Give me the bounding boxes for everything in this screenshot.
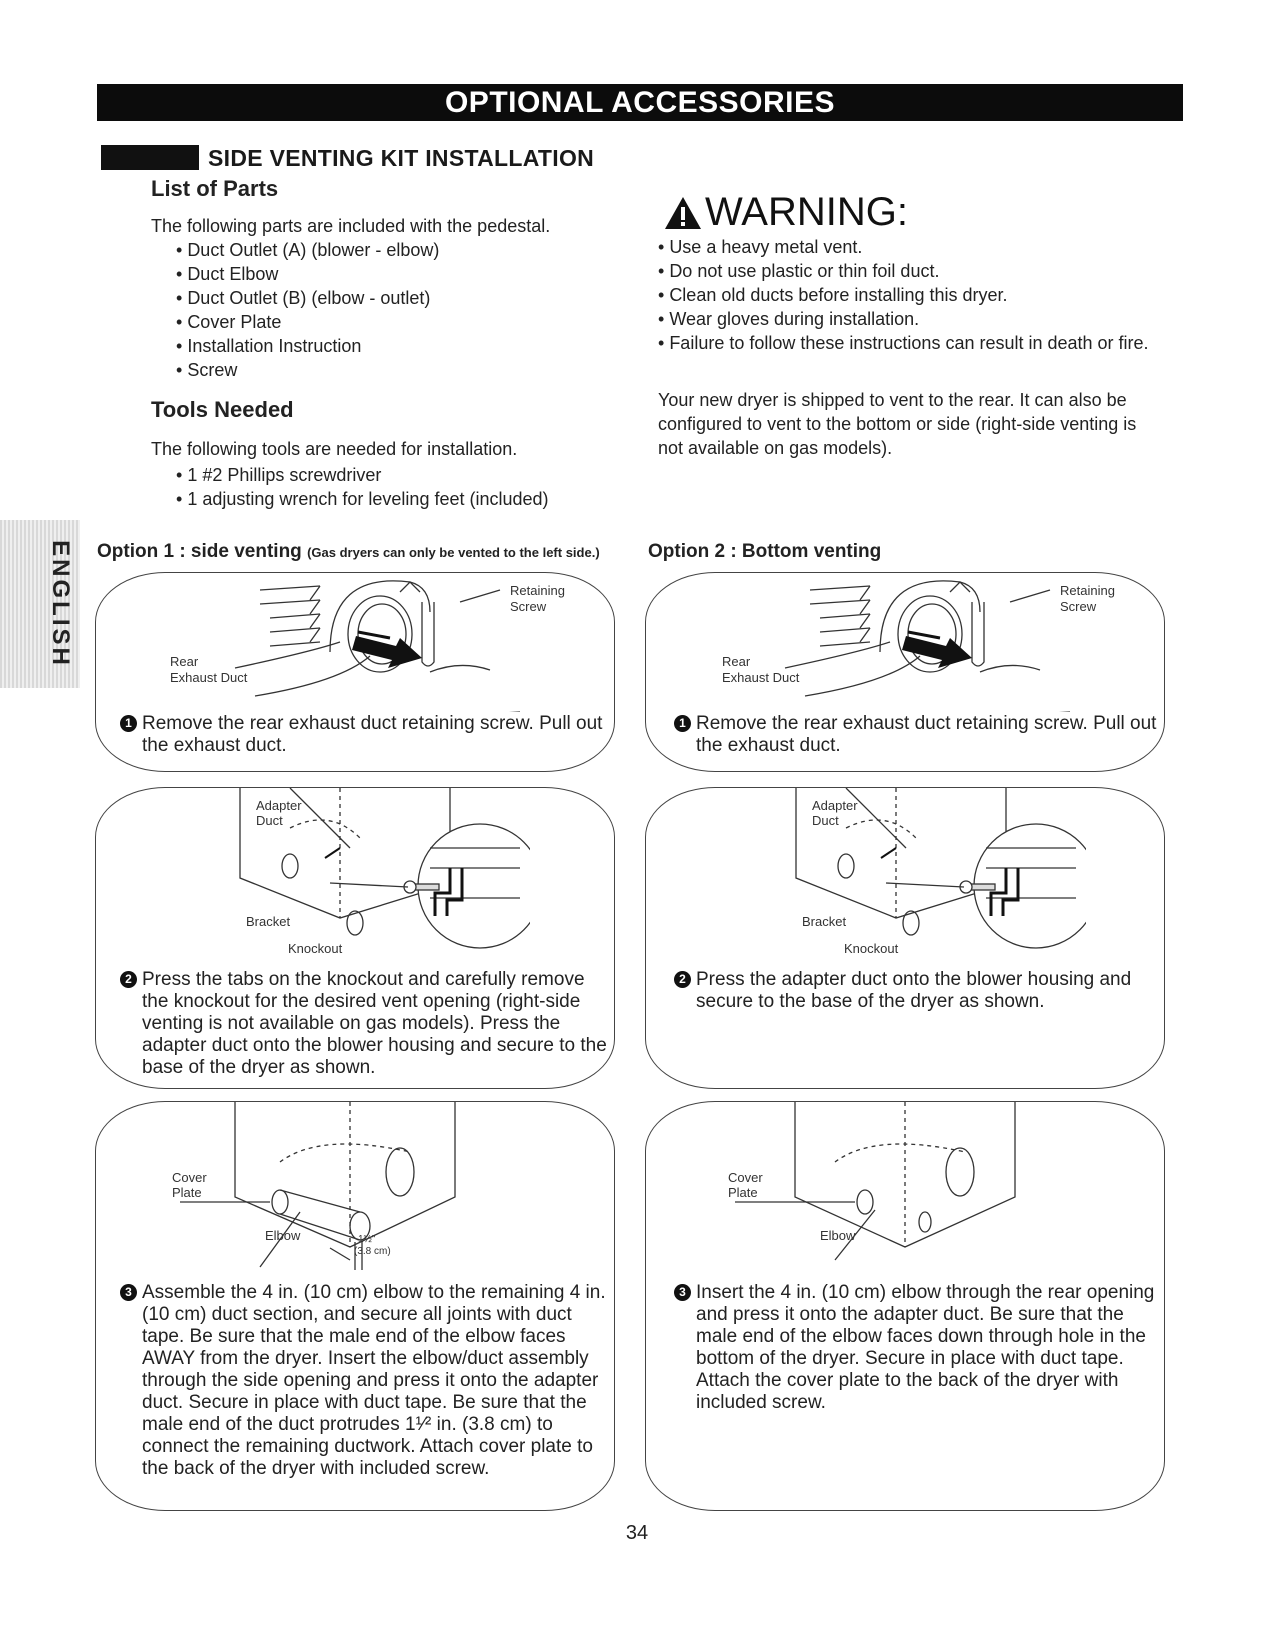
duct-label: Duct — [256, 813, 283, 828]
option1-step1-text — [125, 713, 612, 757]
screw-label: Screw — [1060, 599, 1097, 614]
language-side-tab — [0, 520, 80, 688]
list-item: • Duct Outlet (A) (blower - elbow) — [176, 238, 439, 262]
warning-triangle-icon — [663, 195, 703, 231]
page-banner: OPTIONAL ACCESSORIES — [97, 84, 1183, 121]
rear-label: Rear — [722, 654, 751, 669]
elbow-label: Elbow — [820, 1228, 856, 1243]
list-item: • 1 adjusting wrench for leveling feet (included) — [176, 487, 549, 511]
parts-heading: List of Parts — [151, 176, 279, 201]
list-item: • Failure to follow these instructions can result in death or fire. — [658, 331, 1168, 355]
elbow-label: Elbow — [265, 1228, 301, 1243]
step-number-badge: 3 — [120, 1284, 137, 1301]
option2-step3-text — [679, 1282, 1161, 1414]
list-item: • Wear gloves during installation. — [658, 307, 1168, 331]
warning-title — [663, 190, 908, 235]
section-marker-bar — [101, 145, 199, 170]
adapter-label: Adapter — [812, 798, 858, 813]
page-number: 34 — [625, 1522, 649, 1544]
option1-note: (Gas dryers can only be vented to the left side.) — [307, 545, 600, 560]
language-label: ENGLISH — [47, 540, 74, 668]
exhaust-duct-label: Exhaust Duct — [722, 670, 800, 685]
retaining-label: Retaining — [1060, 583, 1115, 598]
tools-intro: The following tools are needed for installation. — [151, 439, 518, 459]
option1-title-text: Option 1 : side venting — [97, 541, 302, 562]
cover-label: Cover — [728, 1170, 763, 1185]
measurement-label: 1½" — [358, 1234, 376, 1245]
knockout-label: Knockout — [844, 941, 899, 956]
elbow-bottom-illustration — [725, 1102, 1025, 1282]
option1-step3-text — [125, 1282, 612, 1480]
plate-label: Plate — [728, 1185, 758, 1200]
bracket-label: Bracket — [246, 914, 291, 929]
knockout-label: Knockout — [288, 941, 343, 956]
retaining-label: Retaining — [510, 583, 565, 598]
list-item: • Duct Elbow — [176, 262, 439, 286]
list-item: • Cover Plate — [176, 310, 439, 334]
rear-label: Rear — [170, 654, 199, 669]
list-item: • Screw — [176, 358, 439, 382]
option1-title — [97, 541, 600, 563]
tools-heading: Tools Needed — [151, 397, 294, 422]
list-item: • Use a heavy metal vent. — [658, 235, 1168, 259]
option2-step2-text — [679, 969, 1161, 1013]
step-number-badge: 1 — [674, 715, 691, 732]
step-text: Press the adapter duct onto the blower housing and secure to the base of the dryer as shown. — [696, 969, 1132, 1012]
bracket-label: Bracket — [802, 914, 847, 929]
warning-paragraph: Your new dryer is shipped to vent to the rear. It can also be configured to vent to the bottom or side (right-side venting is not available on gas models). — [658, 390, 1137, 458]
list-item: • Installation Instruction — [176, 334, 439, 358]
screw-label: Screw — [510, 599, 547, 614]
plate-label: Plate — [172, 1185, 202, 1200]
step-number-badge: 1 — [120, 715, 137, 732]
step-text: Press the tabs on the knockout and carefully remove the knockout for the desired vent opening (right-side venting is not available on gas models). Press the adapter duct onto the blower housing and secure to the base of the dryer as shown. — [142, 969, 607, 1078]
duct-label: Duct — [812, 813, 839, 828]
measurement-cm-label: (3.8 cm) — [354, 1246, 391, 1257]
list-item: • 1 #2 Phillips screwdriver — [176, 463, 549, 487]
step-number-badge: 2 — [120, 971, 137, 988]
warning-list — [658, 235, 1168, 355]
warning-label: WARNING: — [705, 190, 908, 234]
parts-list — [176, 238, 439, 382]
option2-step1-text — [679, 713, 1161, 757]
list-item: • Clean old ducts before installing this dryer. — [658, 283, 1168, 307]
step-text: Remove the rear exhaust duct retaining screw. Pull out the exhaust duct. — [142, 713, 603, 756]
list-item: • Do not use plastic or thin foil duct. — [658, 259, 1168, 283]
elbow-side-illustration — [170, 1102, 470, 1282]
exhaust-duct-label: Exhaust Duct — [170, 670, 248, 685]
option2-title: Option 2 : Bottom venting — [648, 541, 882, 562]
step-number-badge: 3 — [674, 1284, 691, 1301]
step-number-badge: 2 — [674, 971, 691, 988]
list-item: • Duct Outlet (B) (elbow - outlet) — [176, 286, 439, 310]
tools-list — [176, 463, 549, 511]
step-text: Remove the rear exhaust duct retaining screw. Pull out the exhaust duct. — [696, 713, 1157, 756]
option1-step2-text — [125, 969, 612, 1079]
adapter-label: Adapter — [256, 798, 302, 813]
parts-intro: The following parts are included with the pedestal. — [151, 216, 551, 236]
step-text: Assemble the 4 in. (10 cm) elbow to the remaining 4 in.(10 cm) duct section, and secure all joints with duct tape. Be sure that the male end of the elbow faces AWAY from the dryer. Insert the elbow/duct assembly through the side opening and press it onto the adapter duct. Secure in place with duct tape. Be sure that the male end of the duct protrudes 1¹⁄² in. (3.8 cm) to connect the remaining ductwork. Attach cover plate to the back of the dryer with included screw. — [142, 1282, 606, 1479]
step-text: Insert the 4 in. (10 cm) elbow through the rear opening and press it onto the adapter duct. Be sure that the male end of the elbow faces down through hole in the bottom of the dryer. Secure in place with duct tape. Attach the cover plate to the back of the dryer with included screw. — [696, 1282, 1155, 1413]
section-title: SIDE VENTING KIT INSTALLATION — [208, 145, 595, 171]
cover-label: Cover — [172, 1170, 207, 1185]
